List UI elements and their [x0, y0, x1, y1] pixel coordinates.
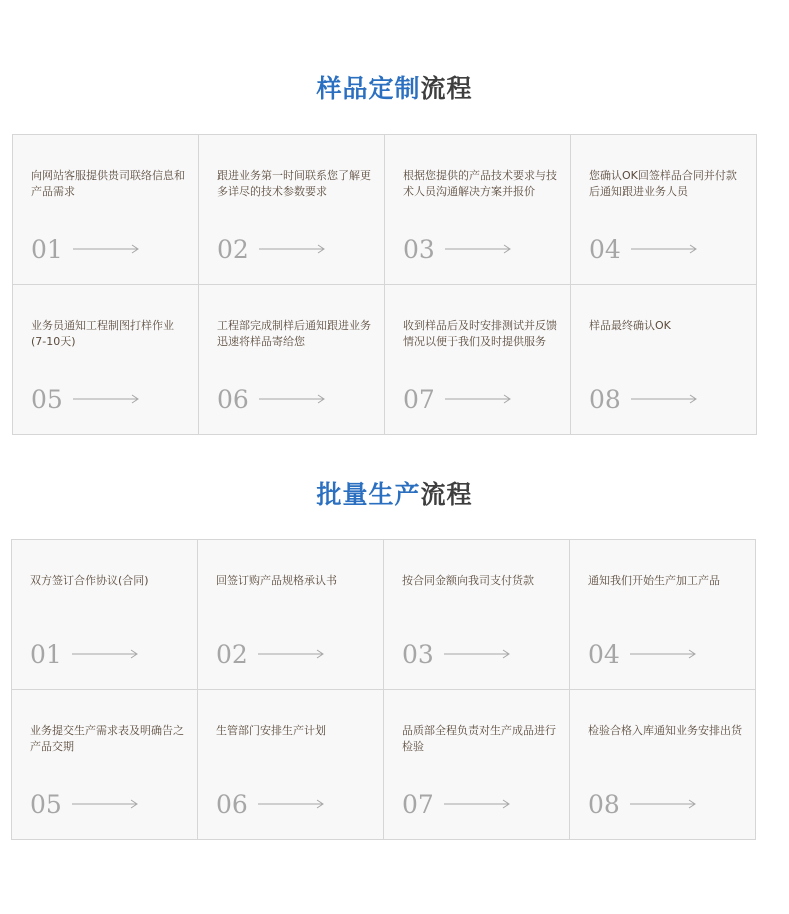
sample-step-card — [385, 135, 571, 285]
right-arrow-icon — [259, 243, 327, 255]
step-description: 回签订购产品规格承认书 — [216, 574, 337, 587]
sample-step-card — [199, 285, 385, 435]
sample-step-card — [571, 285, 757, 435]
production-step-card — [570, 540, 756, 690]
right-arrow-icon — [630, 798, 698, 810]
production-step-card — [570, 690, 756, 840]
step-number: 04 — [589, 235, 621, 264]
right-arrow-icon — [630, 648, 698, 660]
step-description: 双方签订合作协议(合同) — [30, 574, 149, 587]
sample-step-card — [199, 135, 385, 285]
step-number: 05 — [31, 385, 63, 414]
step-number: 02 — [216, 640, 248, 669]
right-arrow-icon — [259, 393, 327, 405]
sample-title-accent: 样品定制 — [316, 74, 421, 103]
mass-production-title — [0, 480, 789, 510]
right-arrow-icon — [72, 648, 140, 660]
right-arrow-icon — [445, 393, 513, 405]
step-description: 样品最终确认OK — [589, 319, 671, 332]
step-number: 04 — [588, 640, 620, 669]
step-description: 品质部全程负责对生产成品进行检验 — [402, 724, 556, 753]
right-arrow-icon — [631, 393, 699, 405]
step-description: 工程部完成制样后通知跟进业务迅速将样品寄给您 — [217, 319, 371, 348]
production-step-card — [384, 540, 570, 690]
production-step-card — [12, 540, 198, 690]
production-title-rest: 流程 — [420, 480, 473, 509]
sample-customization-title — [0, 74, 789, 104]
step-description: 收到样品后及时安排测试并反馈情况以便于我们及时提供服务 — [403, 319, 557, 348]
step-number: 08 — [589, 385, 621, 414]
sample-step-card — [385, 285, 571, 435]
production-step-card — [198, 540, 384, 690]
production-title-accent: 批量生产 — [316, 480, 421, 509]
sample-step-card — [571, 135, 757, 285]
step-number: 06 — [216, 790, 248, 819]
right-arrow-icon — [631, 243, 699, 255]
step-number: 07 — [402, 790, 434, 819]
step-number: 08 — [588, 790, 620, 819]
step-number: 02 — [217, 235, 249, 264]
sample-step-card — [13, 135, 199, 285]
production-process-grid — [11, 539, 756, 840]
step-number: 01 — [31, 235, 63, 264]
sample-process-grid — [12, 134, 757, 435]
step-number: 01 — [30, 640, 62, 669]
step-description: 您确认OK回签样品合同并付款后通知跟进业务人员 — [589, 169, 737, 198]
step-description: 按合同金额向我司支付货款 — [402, 574, 534, 587]
right-arrow-icon — [73, 393, 141, 405]
right-arrow-icon — [258, 648, 326, 660]
sample-step-card — [13, 285, 199, 435]
step-number: 03 — [403, 235, 435, 264]
production-step-card — [198, 690, 384, 840]
step-description: 业务员通知工程制图打样作业(7-10天) — [31, 319, 174, 348]
step-number: 03 — [402, 640, 434, 669]
production-step-card — [12, 690, 198, 840]
step-description: 业务提交生产需求表及明确告之产品交期 — [30, 724, 184, 753]
right-arrow-icon — [258, 798, 326, 810]
right-arrow-icon — [445, 243, 513, 255]
step-description: 通知我们开始生产加工产品 — [588, 574, 720, 587]
step-description: 根据您提供的产品技术要求与技术人员沟通解决方案并报价 — [403, 169, 557, 198]
step-description: 向网站客服提供贵司联络信息和产品需求 — [31, 169, 185, 198]
step-description: 生管部门安排生产计划 — [216, 724, 326, 737]
step-description: 检验合格入库通知业务安排出货 — [588, 724, 742, 737]
right-arrow-icon — [444, 798, 512, 810]
step-number: 05 — [30, 790, 62, 819]
sample-title-rest: 流程 — [420, 74, 473, 103]
right-arrow-icon — [444, 648, 512, 660]
right-arrow-icon — [73, 243, 141, 255]
step-number: 06 — [217, 385, 249, 414]
right-arrow-icon — [72, 798, 140, 810]
step-number: 07 — [403, 385, 435, 414]
step-description: 跟进业务第一时间联系您了解更多详尽的技术参数要求 — [217, 169, 371, 198]
production-step-card — [384, 690, 570, 840]
